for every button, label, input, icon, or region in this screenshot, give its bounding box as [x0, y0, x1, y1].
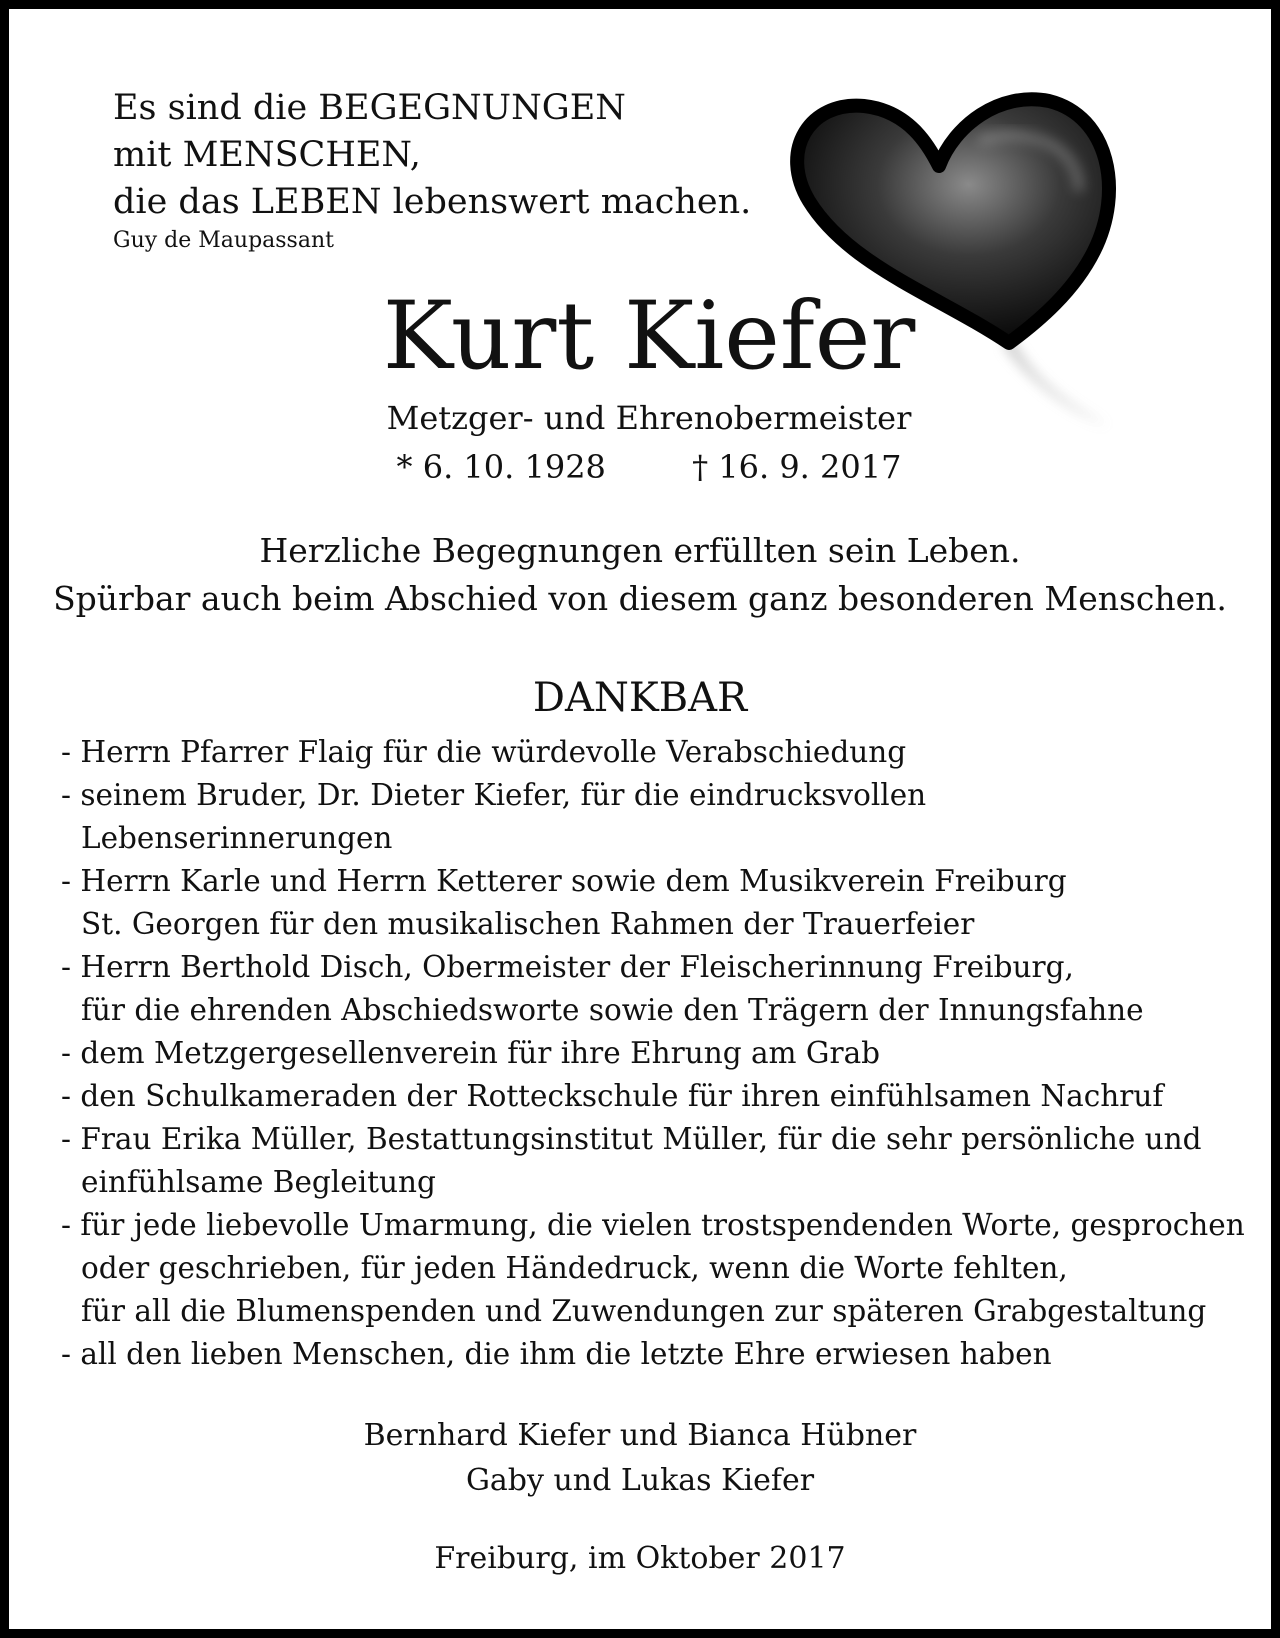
heart-icon	[779, 81, 1129, 451]
list-item-line: - dem Metzgergesellenverein für ihre Ehrung am Grab	[61, 1036, 881, 1070]
epigraph-quote	[113, 85, 751, 256]
quote-author: Guy de Maupassant	[113, 228, 334, 253]
list-item	[61, 1204, 1245, 1333]
list-item-line: - Frau Erika Müller, Bestattungsinstitut Müller, für die sehr persönliche und	[61, 1122, 1202, 1156]
thanks-heading: DANKBAR	[532, 675, 748, 721]
signer-line: Bernhard Kiefer und Bianca Hübner	[363, 1418, 917, 1453]
intro-line: Spürbar auch beim Abschied von diesem ganz besonderen Menschen.	[53, 579, 1227, 618]
intro-line: Herzliche Begegnungen erfüllten sein Leben.	[259, 531, 1021, 570]
quote-line: mit MENSCHEN,	[113, 135, 421, 175]
list-item-line: - all den lieben Menschen, die ihm die letzte Ehre erwiesen haben	[61, 1337, 1052, 1371]
quote-line: Es sind die BEGEGNUNGEN	[113, 88, 626, 128]
deceased-name: Kurt Kiefer	[382, 282, 916, 391]
signer-line: Gaby und Lukas Kiefer	[465, 1463, 815, 1498]
list-item	[61, 860, 1245, 946]
place-and-date: Freiburg, im Oktober 2017	[434, 1541, 846, 1576]
list-item-line: für die ehrenden Abschiedsworte sowie den Trägern der Innungsfahne	[81, 993, 1144, 1027]
list-item	[61, 1032, 1245, 1075]
list-item-line: oder geschrieben, für jeden Händedruck, wenn die Worte fehlten,	[81, 1251, 1068, 1285]
list-item-line: - seinem Bruder, Dr. Dieter Kiefer, für die eindrucksvollen	[61, 778, 927, 812]
list-item-line: - Herrn Karle und Herrn Ketterer sowie dem Musikverein Freiburg	[61, 864, 1067, 898]
life-dates	[9, 447, 1271, 487]
intro-text	[9, 527, 1271, 623]
thanks-list	[61, 731, 1245, 1376]
list-item	[61, 1333, 1245, 1376]
list-item	[61, 731, 1245, 774]
list-item-line: - den Schulkameraden der Rotteckschule für ihren einfühlsamen Nachruf	[61, 1079, 1164, 1113]
list-item-line: einfühlsame Begleitung	[81, 1165, 436, 1199]
list-item-line: St. Georgen für den musikalischen Rahmen der Trauerfeier	[81, 907, 975, 941]
deceased-occupation: Metzger- und Ehrenobermeister	[386, 399, 912, 437]
list-item	[61, 946, 1245, 1032]
list-item	[61, 1118, 1245, 1204]
list-item-line: - Herrn Pfarrer Flaig für die würdevolle Verabschiedung	[61, 735, 907, 769]
list-item-line: Lebenserinnerungen	[81, 821, 393, 855]
list-item-line: - Herrn Berthold Disch, Obermeister der Fleischerinnung Freiburg,	[61, 950, 1074, 984]
birth-date: * 6. 10. 1928	[396, 448, 606, 486]
list-item-line: für all die Blumenspenden und Zuwendungen zur späteren Grabgestaltung	[81, 1294, 1207, 1328]
quote-line: die das LEBEN lebenswert machen.	[113, 182, 752, 222]
signers	[9, 1413, 1271, 1503]
list-item	[61, 774, 1245, 860]
list-item	[61, 1075, 1245, 1118]
death-date: † 16. 9. 2017	[692, 448, 902, 486]
list-item-line: - für jede liebevolle Umarmung, die vielen trostspendenden Worte, gesprochen	[61, 1208, 1245, 1242]
